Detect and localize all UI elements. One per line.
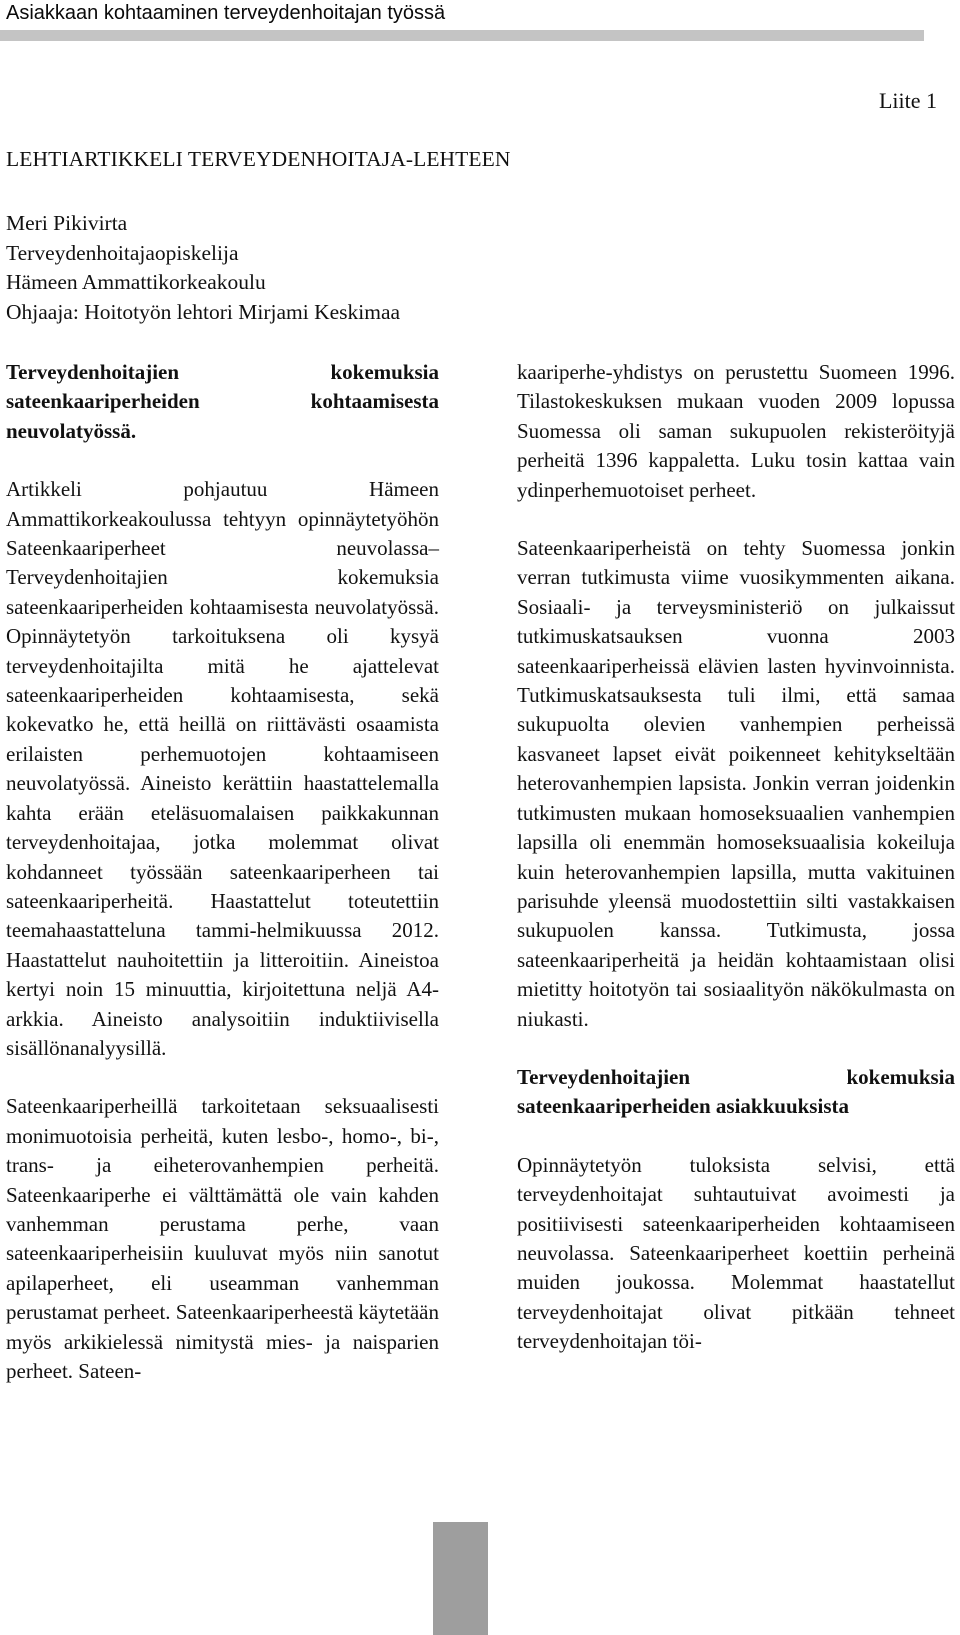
- author-school: Hämeen Ammattikorkeakoulu: [6, 270, 266, 294]
- author-block: [6, 209, 400, 327]
- article-column-left: [6, 358, 439, 1386]
- running-header-title: Asiakkaan kohtaaminen terveydenhoitajan työssä: [6, 2, 446, 24]
- section-heading: LEHTIARTIKKELI TERVEYDENHOITAJA-LEHTEEN: [6, 147, 511, 171]
- author-name: Meri Pikivirta: [6, 211, 128, 235]
- article-paragraph: Sateenkaariperheillä tarkoitetaan seksuaalisesti monimuotoisia perheitä, kuten lesbo-, homo-, bi-, trans- ja eiheterovanhempien perheitä. Sateenkaariperhe ei välttämättä ole vain kahden vanhemman perustama perhe, vaan sateenkaariperheisiin kuuluvat myös niin sanotut apilaperheet, eli useamman vanhemman perustamat perheet. Sateenkaariperheestä käytetään myös arkikielessä nimitystä mies- ja naisparien perheet. Sateen-: [6, 1094, 439, 1383]
- header-rule: [0, 30, 924, 41]
- article-paragraph: kaariperhe-yhdistys on perustettu Suomeen 1996. Tilastokeskuksen mukaan vuoden 2009 lopussa Suomessa oli saman sukupuolen rekisteröityjä perheitä 1396 kappaletta. Luku tosin kattaa vain ydinperhemuotoiset perheet.: [517, 360, 955, 502]
- article-subheading: Terveydenhoitajien kokemuksia sateenkaariperheiden asiakkuuksista: [517, 1064, 955, 1119]
- appendix-label: Liite 1: [878, 88, 937, 113]
- author-role: Terveydenhoitajaopiskelija: [6, 240, 239, 265]
- article-paragraph: Artikkeli pohjautuu Hämeen Ammattikorkeakoulussa tehtyyn opinnäytetyöhön Sateenkaariperheet neuvolassa– Terveydenhoitajien kokemuksia sateenkaariperheiden kohtaamisesta neuvolatyössä. Opinnäytetyön tarkoituksena oli kysyä terveydenhoitajilta mitä he ajattelevat sateenkaariperheiden kohtaamisesta, sekä kokevatko he, että heillä on riittävästi osaamista erilaisten perhemuotojen kohtaamiseen neuvolatyössä. Aineisto kerättiin haastattelemalla kahta erään eteläsuomalaisen paikkakunnan terveydenhoitajaa, jotka molemmat olivat kohdanneet työssään sateenkaariperheen tai sateenkaariperheitä. Haastattelut toteutettiin teemahaastatteluna tammi-helmikuussa 2012. Haastattelut nauhoitettiin ja litteroitiin. Aineistoa kertyi noin 15 minuuttia, kirjoitettuna neljä A4-arkkia. Aineisto analysoitiin induktiivisella sisällönanalyysillä.: [6, 477, 439, 1060]
- article-title: Terveydenhoitajien kokemuksia sateenkaariperheiden kohtaamisesta neuvolatyössä.: [6, 360, 439, 443]
- article-paragraph: Sateenkaariperheistä on tehty Suomessa jonkin verran tutkimusta viime vuosikymmenten aikana. Sosiaali- ja terveysministeriö on julkaissut tutkimuskatsauksen vuonna 2003 sateenkaariperheissä elävien lasten hyvinvoinnista. Tutkimuskatsauksesta tuli ilmi, että samaa sukupuolta olevien vanhempien perheissä kasvaneet lapset eivät poikenneet kehitykseltään heterovanhempien lapsista. Jonkin verran joidenkin tutkimusten mukaan homoseksuaalien vanhempien lapsilla oli enemmän homoseksuaalisia kokeiluja kuin heterovanhempien lapsilla, mutta vakituinen parisuhde yleensä muodostettiin silti vastakkaisen sukupuolen kanssa. Tutkimusta, jossa sateenkaariperheitä ja heidän kohtaamistaan olisi mietitty hoitotyön tai sosiaalityön näkökulmasta on niukasti.: [517, 536, 955, 1031]
- footer-page-marker: [433, 1522, 488, 1635]
- article-paragraph: Opinnäytetyön tuloksista selvisi, että terveydenhoitajat suhtautuivat avoimesti ja positiivisesti sateenkaariperheiden kohtaamiseen neuvolassa. Sateenkaariperheet koettiin perheinä muiden joukossa. Molemmat haastatellut terveydenhoitajat olivat pitkään tehneet terveydenhoitajan töi-: [517, 1152, 955, 1354]
- author-supervisor: Ohjaaja: Hoitotyön lehtori Mirjami Keskimaa: [6, 299, 401, 324]
- article-column-right: [517, 358, 955, 1357]
